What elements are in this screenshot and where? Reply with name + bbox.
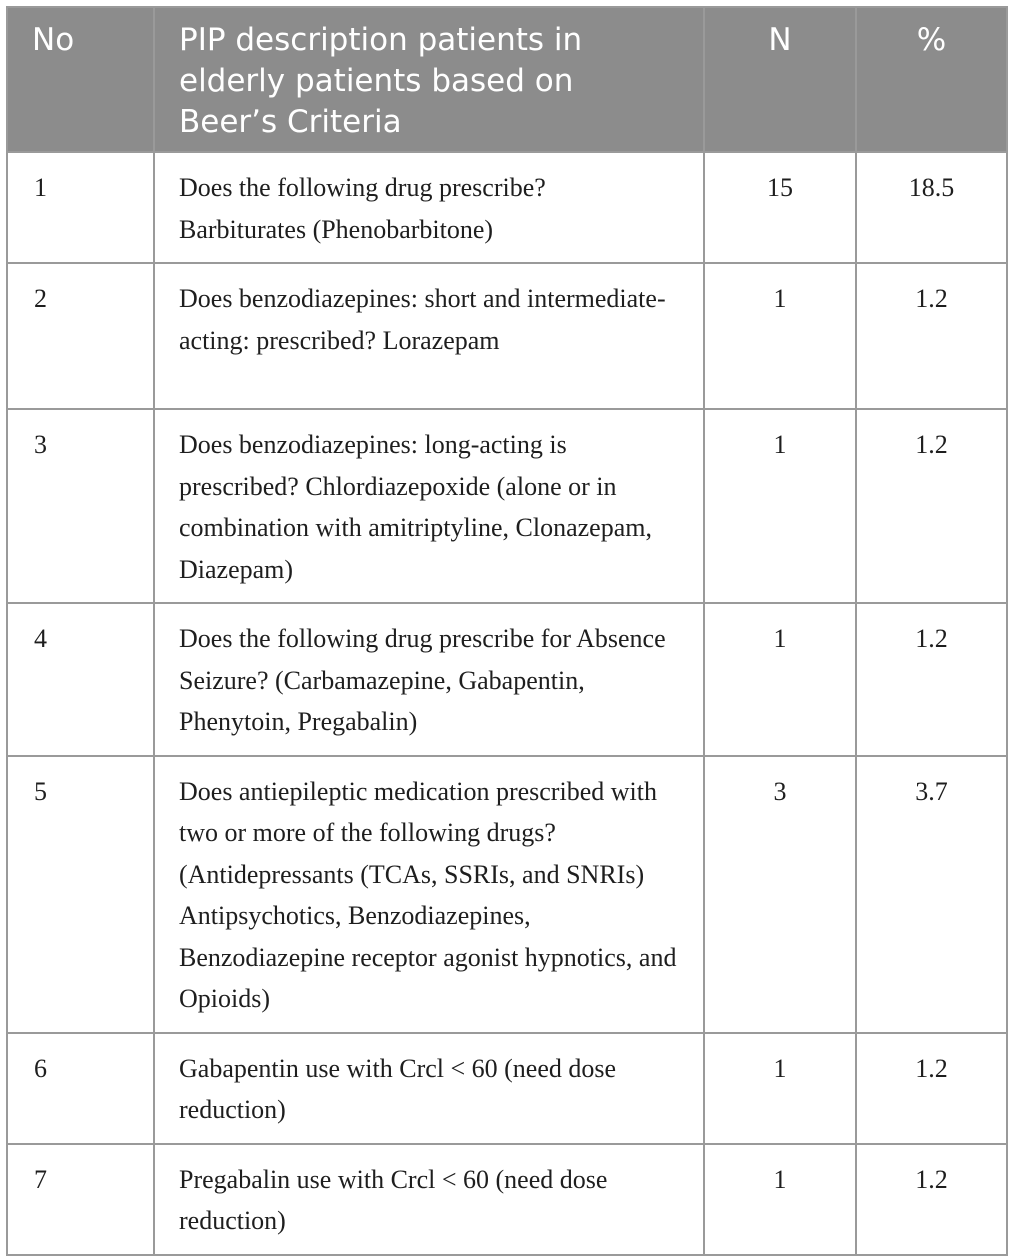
row-description: Gabapentin use with Crcl < 60 (need dose reduction) <box>154 1033 704 1144</box>
header-percent: % <box>856 7 1007 152</box>
row-n: 1 <box>704 409 856 603</box>
row-percent: 18.5 <box>856 152 1007 263</box>
row-no: 2 <box>7 263 154 409</box>
row-percent: 3.7 <box>856 756 1007 1033</box>
row-no: 6 <box>7 1033 154 1144</box>
row-description: Does antiepileptic medication prescribed with two or more of the following drugs? (Antidepressants (TCAs, SSRIs, and SNRIs) Antipsychotics, Benzodiazepines, Benzodiazepine receptor agonist hypnotics, and Opioids) <box>154 756 704 1033</box>
header-no: No <box>7 7 154 152</box>
row-description: Does the following drug prescribe? Barbiturates (Phenobarbitone) <box>154 152 704 263</box>
pip-table <box>6 6 1008 1256</box>
table-body <box>7 152 1007 1255</box>
row-description: Does the following drug prescribe for Absence Seizure? (Carbamazepine, Gabapentin, Phenytoin, Pregabalin) <box>154 603 704 756</box>
table-row <box>7 1033 1007 1144</box>
header-description: PIP description patients in elderly patients based on Beer’s Criteria <box>154 7 704 152</box>
table-row <box>7 263 1007 409</box>
table-row <box>7 756 1007 1033</box>
table-row <box>7 152 1007 263</box>
row-no: 7 <box>7 1144 154 1255</box>
table-header <box>7 7 1007 152</box>
header-row <box>7 7 1007 152</box>
row-description: Pregabalin use with Crcl < 60 (need dose reduction) <box>154 1144 704 1255</box>
row-no: 3 <box>7 409 154 603</box>
row-percent: 1.2 <box>856 603 1007 756</box>
row-n: 1 <box>704 603 856 756</box>
row-description: Does benzodiazepines: long-acting is prescribed? Chlordiazepoxide (alone or in combination with amitriptyline, Clonazepam, Diazepam) <box>154 409 704 603</box>
row-no: 5 <box>7 756 154 1033</box>
table-row <box>7 603 1007 756</box>
table-row <box>7 1144 1007 1255</box>
header-n: N <box>704 7 856 152</box>
row-percent: 1.2 <box>856 409 1007 603</box>
row-percent: 1.2 <box>856 263 1007 409</box>
row-n: 3 <box>704 756 856 1033</box>
row-n: 1 <box>704 1033 856 1144</box>
row-n: 15 <box>704 152 856 263</box>
row-description: Does benzodiazepines: short and intermediate-acting: prescribed? Lorazepam <box>154 263 704 409</box>
row-percent: 1.2 <box>856 1033 1007 1144</box>
row-no: 4 <box>7 603 154 756</box>
row-no: 1 <box>7 152 154 263</box>
row-percent: 1.2 <box>856 1144 1007 1255</box>
row-n: 1 <box>704 1144 856 1255</box>
row-n: 1 <box>704 263 856 409</box>
table-row <box>7 409 1007 603</box>
